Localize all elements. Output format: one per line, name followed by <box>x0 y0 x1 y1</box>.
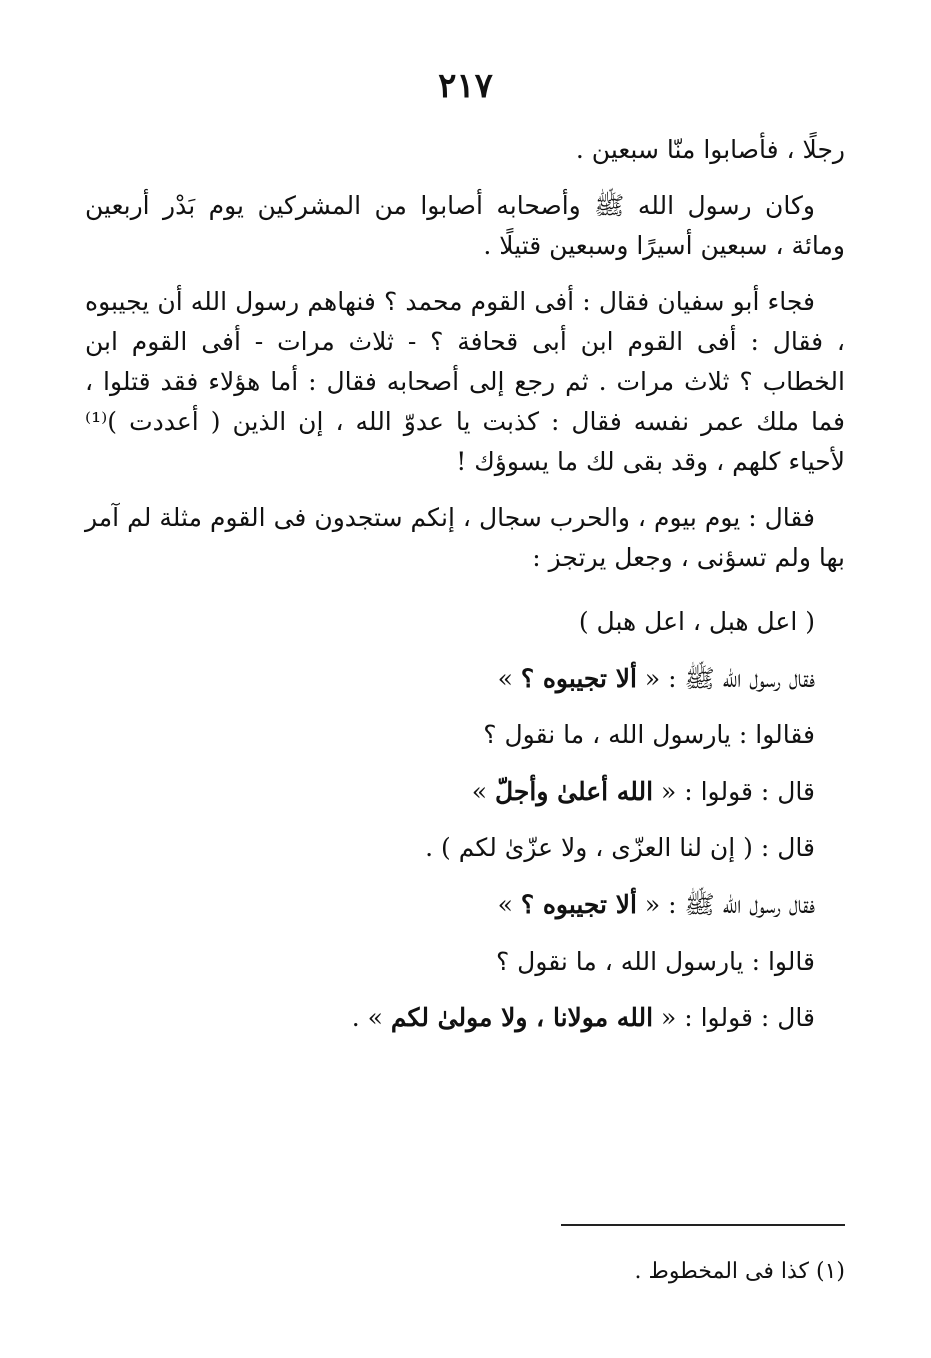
footnote: (١) كذا فى المخطوط . <box>634 1259 845 1284</box>
paragraph-3: فجاء أبو سفيان فقال : أفى القوم محمد ؟ فنهاهم رسول الله أن يجيبوه ، فقال : أفى القوم ابن أبى قحافة ؟ - ثلاث مرات - أفى القوم ابن الخطاب ؟ ثلاث مرات . ثم رجع إلى أصحابه فقال : أما هؤلاء فقد قتلوا ، فما ملك عمر نفسه فقال : كذبت يا عدوّ الله ، إن الذين ( أعددت )⁽¹⁾ لأحياء كلهم ، وقد بقى لك ما يسوؤك ! <box>85 287 845 476</box>
dialogue-line-8-tail: » . <box>351 1003 391 1033</box>
dialogue-line-6-lead: فقال رسول الله ﷺ : « <box>636 889 815 919</box>
paragraph-1: رجلًا ، فأصابوا منّا سبعين . <box>575 135 845 164</box>
dialogue-line-7-text: قالوا : يارسول الله ، ما نقول ؟ <box>495 946 815 976</box>
dialogue-line-2-tail: » <box>497 663 521 693</box>
dialogue-line-6 <box>85 877 815 934</box>
dialogue-line-6-tail: » <box>497 889 521 919</box>
dialogue-line-5 <box>85 820 815 877</box>
dialogue-line-4 <box>85 764 815 821</box>
dialogue-line-1-text: ( اعل هبل ، اعل هبل ) <box>578 607 815 636</box>
dialogue-line-8-emphasis: الله مولانا ، ولا مولىٰ لكم <box>390 1003 654 1033</box>
footnote-divider <box>561 1224 845 1226</box>
dialogue-line-2-lead: فقال رسول الله ﷺ : « <box>636 663 815 693</box>
dialogue-line-3 <box>85 707 815 764</box>
dialogue-line-1 <box>85 594 815 651</box>
paragraph-2: وكان رسول الله ﷺ وأصحابه أصابوا من المشركين يوم بَدْر أربعين ومائة ، سبعين أسيرًا وسبعين قتيلًا . <box>85 191 845 260</box>
dialogue-lines <box>85 594 845 1047</box>
dialogue-line-5-text: قال : ( إن لنا العزّى ، ولا عزّىٰ لكم ) . <box>425 833 815 863</box>
dialogue-line-4-lead: قال : قولوا : « <box>653 776 815 806</box>
dialogue-line-8 <box>85 990 815 1047</box>
dialogue-line-4-tail: » <box>471 776 495 806</box>
dialogue-line-2-emphasis: ألا تجيبوه ؟ <box>520 663 637 693</box>
dialogue-line-6-emphasis: ألا تجيبوه ؟ <box>520 889 637 919</box>
paragraph-4: فقال : يوم بيوم ، والحرب سجال ، إنكم ستجدون فى القوم مثلة لم آمر بها ولم تسؤنى ، وجعل يرتجز : <box>85 503 845 572</box>
dialogue-line-8-lead: قال : قولوا : « <box>653 1003 815 1033</box>
main-text <box>85 130 845 1047</box>
dialogue-line-4-emphasis: الله أعلىٰ وأجلّ <box>495 776 654 806</box>
dialogue-line-7 <box>85 934 815 991</box>
dialogue-line-2 <box>85 651 815 708</box>
page-number: ٢١٧ <box>438 66 493 106</box>
dialogue-line-3-text: فقالوا : يارسول الله ، ما نقول ؟ <box>483 720 815 750</box>
